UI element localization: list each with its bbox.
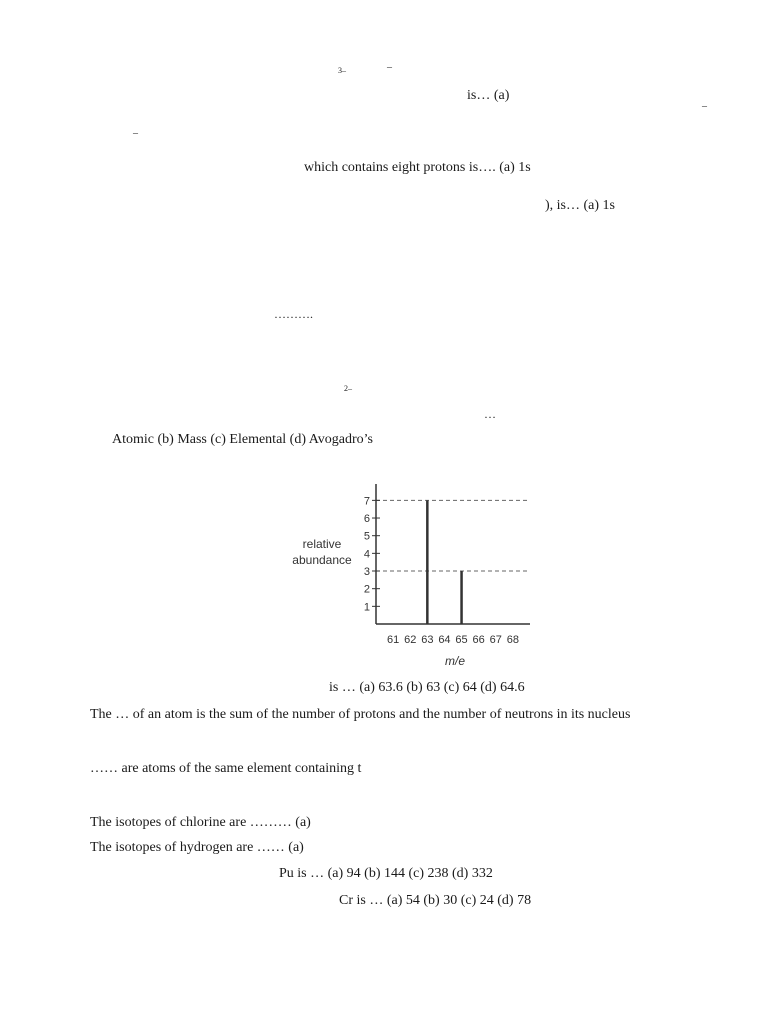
mass-spectrum-chart xyxy=(284,484,546,672)
superscript-dash: – xyxy=(133,128,138,139)
question-fragment: Pu is … (a) 94 (b) 144 (c) 238 (d) 332 xyxy=(279,866,493,881)
y-axis-label-line2: abundance xyxy=(292,553,352,567)
y-tick-label: 7 xyxy=(363,495,370,508)
y-tick-label: 5 xyxy=(363,530,370,543)
superscript-charge: 3– xyxy=(338,66,346,75)
y-tick-label: 3 xyxy=(363,566,370,579)
answer-options: Atomic (b) Mass (c) Elemental (d) Avogadro’s xyxy=(112,432,374,447)
x-axis-label: m/e xyxy=(444,654,466,668)
question-fragment: Cr is … (a) 54 (b) 30 (c) 24 (d) 78 xyxy=(339,893,532,908)
question-text: …… are atoms of the same element containing t xyxy=(90,761,362,776)
question-fragment: which contains eight protons is…. (a) 1s xyxy=(304,160,531,175)
blank-dots: ………. xyxy=(274,307,313,321)
question-fragment: ), is… (a) 1s xyxy=(545,198,615,213)
question-text: The … of an atom is the sum of the number of protons and the number of neutrons in its nucleus xyxy=(90,707,631,722)
superscript-dash: – xyxy=(387,62,392,73)
y-tick-label: 1 xyxy=(363,601,370,614)
question-text: The isotopes of hydrogen are …… (a) xyxy=(90,840,304,855)
y-axis-label-line1: relative xyxy=(302,537,342,551)
blank-dots: … xyxy=(484,407,496,421)
question-text: The isotopes of chlorine are ……… (a) xyxy=(90,815,311,830)
x-tick-label: 67 xyxy=(489,634,502,646)
question-fragment: is … (a) 63.6 (b) 63 (c) 64 (d) 64.6 xyxy=(329,680,525,695)
x-tick-label: 66 xyxy=(472,634,485,646)
x-tick-label: 68 xyxy=(506,634,520,646)
x-tick-label: 61 xyxy=(386,634,400,646)
y-tick-label: 4 xyxy=(363,548,370,561)
y-tick-label: 6 xyxy=(363,513,370,526)
question-fragment: is… (a) xyxy=(467,88,510,103)
y-tick-label: 2 xyxy=(363,583,370,596)
x-tick-label: 63 xyxy=(421,634,434,646)
y-axis-label xyxy=(292,537,352,567)
superscript-charge: 2– xyxy=(344,384,352,393)
x-tick-label: 65 xyxy=(455,634,468,646)
superscript-dash: – xyxy=(702,101,707,112)
x-tick-label: 64 xyxy=(438,634,451,646)
x-tick-label: 62 xyxy=(404,634,417,646)
